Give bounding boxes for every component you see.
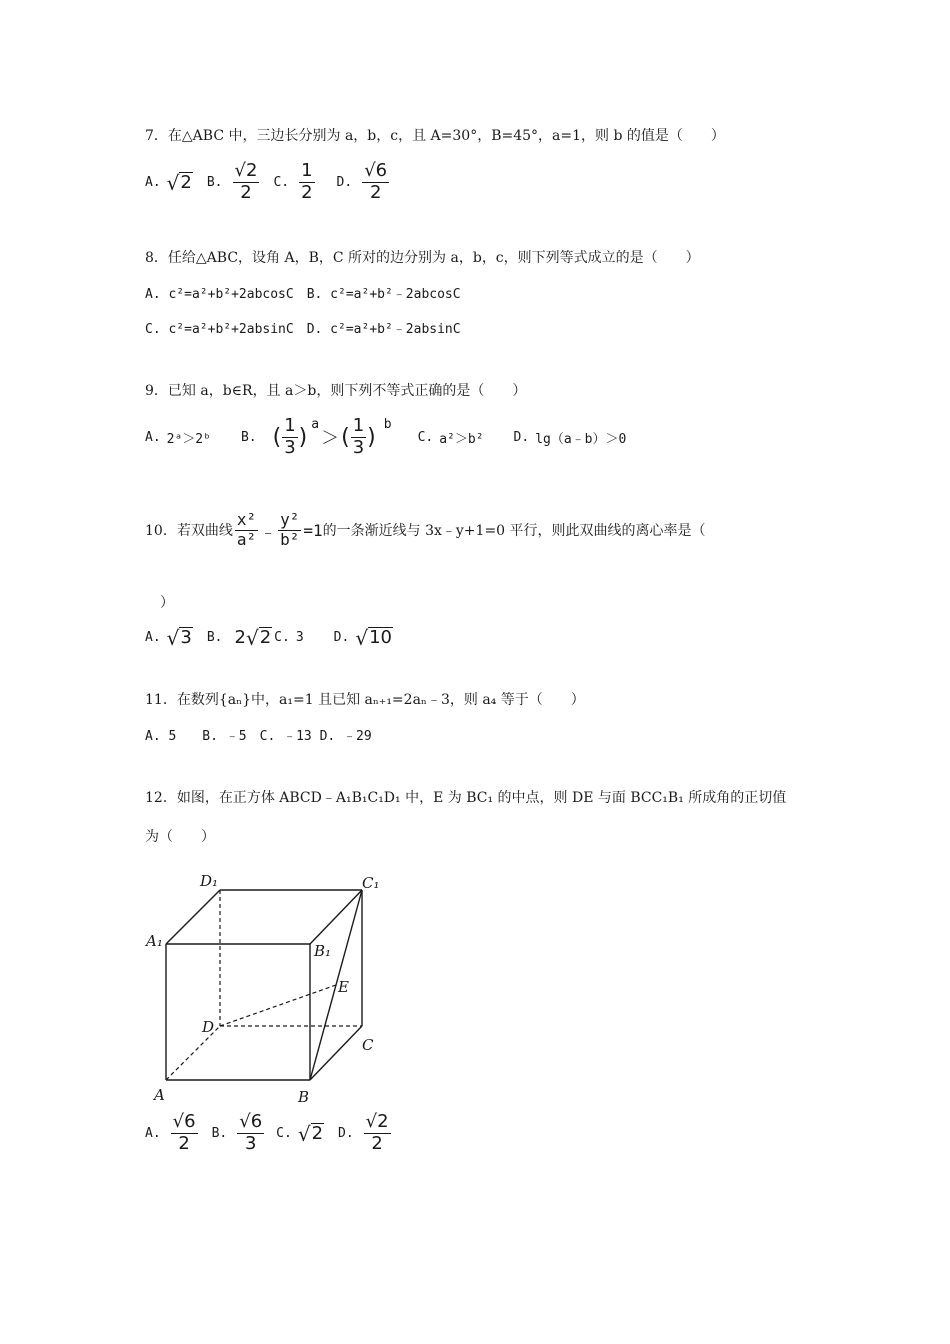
q12-option-b: B. $\frac{√6}{3}$	[211, 1111, 263, 1154]
q7-option-a: A. √ 2	[145, 170, 192, 195]
fraction: $\frac{√2}{2}$	[234, 160, 258, 203]
q9-stem: 9．已知 a，b∈R，且 a＞b，则下列不等式正确的是（ ）	[145, 383, 527, 399]
q12-stem: 12．如图，在正方体 ABCD﹣A₁B₁C₁D₁ 中，E 为 BC₁ 的中点，则 DE 与面 BCC₁B₁ 所成角的正切值	[145, 790, 787, 806]
fraction: $\frac{√2}{2}$	[365, 1111, 389, 1154]
q10-option-a: A. √ 3	[145, 625, 192, 650]
q12-option-c: C. √ 2	[276, 1121, 324, 1146]
label-e: E	[338, 978, 349, 996]
q7-option-d: D. $\frac{√6}{2}$	[336, 160, 388, 203]
label-a: A	[154, 1086, 165, 1104]
fraction: $\frac{√6}{3}$	[239, 1111, 263, 1154]
fraction: $\frac{1}{3}$	[352, 415, 365, 458]
q12-stem-cont: 为（ ）	[145, 829, 215, 845]
diagonal-bc1	[310, 890, 362, 1080]
q8-stem: 8．任给△ABC，设角 A，B，C 所对的边分别为 a，b，c，则下列等式成立的是（ ）	[145, 250, 700, 266]
fraction: $\frac{\text{x²}}{\text{a²}}$	[236, 510, 257, 549]
fraction: $\frac{√6}{2}$	[364, 160, 388, 203]
q7-option-c: C. $\frac{1}{2}$	[273, 160, 313, 203]
q12-option-d: D. $\frac{√2}{2}$	[338, 1111, 389, 1154]
sqrt: √ 10	[355, 625, 392, 650]
q12-option-a: A. $\frac{√6}{2}$	[145, 1111, 196, 1154]
fraction: $\frac{1}{3}$	[284, 415, 296, 458]
q11-options: A. 5 B. ﹣5 C. ﹣13 D. ﹣29	[145, 729, 372, 744]
q11-stem: 11．在数列{aₙ}中，a₁=1 且已知 aₙ₊₁=2aₙ﹣3，则 a₄ 等于（ ）	[145, 692, 585, 708]
q10-stem: 10．若双曲线 $\frac{\text{x²}}{\text{a²}}$ ﹣ $\frac{\text{y²}}{\text{b²}}$ =1 的一条渐近线与 3x﹣y+1=0 平行，则此双曲线的离心率是（	[145, 510, 706, 549]
label-d1: D₁	[200, 872, 219, 890]
q7-option-b: B. $\frac{√2}{2}$	[206, 160, 258, 203]
fraction: $\frac{1}{2}$	[301, 160, 313, 203]
q9-option-a: A. 2ᵃ＞2ᵇ	[145, 429, 211, 447]
hidden-segment-de	[220, 985, 336, 1026]
q7-stem: 7．在△ABC 中，三边长分别为 a，b，c，且 A=30°，B=45°，a=1，则 b 的值是（ ）	[145, 128, 725, 144]
label-d: D	[202, 1018, 215, 1036]
edge-a1d1	[166, 890, 220, 944]
label-c1: C₁	[362, 874, 380, 892]
fraction: $\frac{\text{y²}}{\text{b²}}$	[280, 510, 300, 549]
cube-figure	[140, 862, 400, 1112]
label-b: B	[298, 1088, 310, 1106]
label-a1: A₁	[146, 932, 163, 950]
q10-option-d: D. √ 10	[333, 625, 392, 650]
q9-option-b: B. ( $\frac{1}{3}$ ) a ＞ ( $\frac{1}{3}$ ) b	[240, 415, 392, 458]
q9-option-c: C. a²＞b²	[417, 429, 484, 447]
q10-option-c: C. 3	[274, 630, 304, 645]
sqrt: √ 2	[245, 625, 272, 650]
q8-options-row2: C. c²=a²+b²+2absinC D. c²=a²+b²﹣2absinC	[145, 322, 461, 337]
q7-options	[145, 162, 393, 203]
q8-options-row1: A. c²=a²+b²+2abcosC B. c²=a²+b²﹣2abcosC	[145, 287, 461, 302]
fraction: $\frac{√6}{2}$	[172, 1111, 196, 1154]
sqrt: √ 2	[166, 170, 192, 195]
q9-options	[145, 417, 626, 458]
label-c: C	[362, 1036, 374, 1054]
q9-option-d: D. lg（a﹣b）＞0	[513, 429, 627, 447]
sqrt: √ 3	[166, 625, 192, 650]
sqrt: √ 2	[297, 1121, 324, 1146]
label-b1: B₁	[314, 942, 332, 960]
q10-stem-cont: ）	[160, 595, 174, 611]
q12-options	[145, 1113, 395, 1154]
q10-options	[145, 627, 393, 648]
q10-option-b: B. 2 √ 2	[206, 625, 272, 650]
